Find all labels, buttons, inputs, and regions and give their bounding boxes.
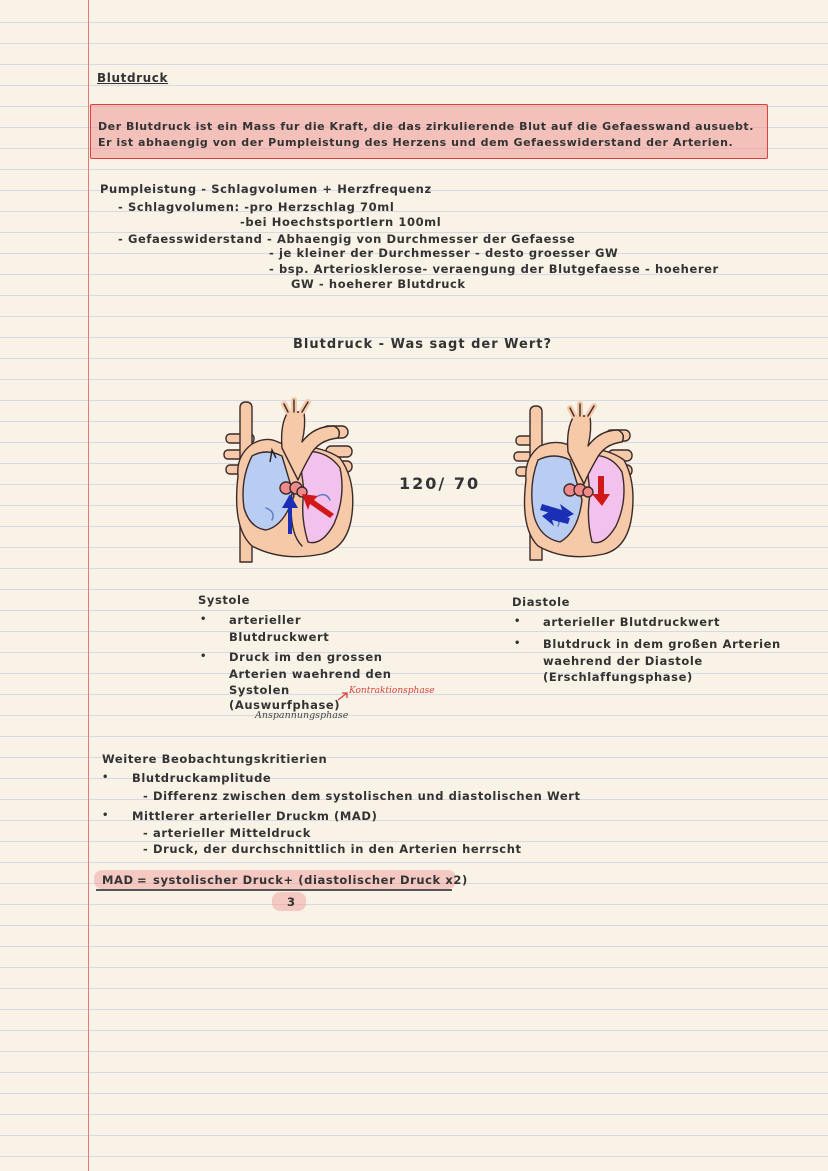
diastole-item-2-line-3: (Erschlaffungsphase) (543, 670, 693, 684)
systole-item-1-line-1: arterieller (229, 613, 302, 627)
margin-line (88, 0, 89, 1171)
systole-item-1-line-2: Blutdruckwert (229, 630, 330, 644)
further-item-1-sub: - Differenz zwischen dem systolischen und diastolischen Wert (143, 789, 581, 803)
systole-note-contraction: Kontraktionsphase (349, 686, 435, 696)
diastole-heading: Diastole (512, 595, 571, 609)
systole-item-2-line-1: Druck im den grossen (229, 650, 383, 664)
systole-item-2-line-2: Arterien waehrend den (229, 667, 392, 681)
blood-pressure-value: 120/ 70 (399, 474, 481, 493)
heart-systole-illustration (222, 396, 356, 564)
formula-numerator: systolischer Druck+ (diastolischer Druck x2) (153, 873, 468, 887)
systole-item-2-line-4: (Auswurfphase) (229, 698, 341, 712)
fraction-line (96, 889, 452, 891)
systole-item-2-line-3: Systolen (229, 683, 290, 697)
heart-diastole-illustration (512, 400, 636, 564)
page-title: Blutdruck (97, 71, 169, 85)
pump-line-3: -bei Hoechstsportlern 100ml (240, 215, 442, 229)
bullet-marker: • (200, 614, 207, 625)
definition-line-2: Er ist abhaengig von der Pumpleistung des Herzens und dem Gefaesswiderstand der Arterien. (98, 136, 734, 149)
formula-denominator: 3 (287, 895, 296, 909)
pump-line-2: - Schlagvolumen: -pro Herzschlag 70ml (118, 200, 395, 214)
bullet-marker: • (102, 810, 109, 821)
bullet-marker: • (514, 616, 521, 627)
further-item-1: Blutdruckamplitude (132, 771, 272, 785)
pump-line-7: GW - hoeherer Blutdruck (291, 277, 466, 291)
section-heading: Blutdruck - Was sagt der Wert? (293, 337, 552, 352)
diastole-item-1: arterieller Blutdruckwert (543, 615, 721, 629)
further-item-2-sub-1: - arterieller Mitteldruck (143, 826, 311, 840)
pump-line-4: - Gefaesswiderstand - Abhaengig von Durchmesser der Gefaesse (118, 232, 576, 246)
further-heading: Weitere Beobachtungskritierien (102, 752, 328, 766)
diastole-item-2-line-1: Blutdruck in dem großen Arterien (543, 637, 781, 651)
bullet-marker: • (102, 772, 109, 783)
pump-line-1: Pumpleistung - Schlagvolumen + Herzfrequenz (100, 182, 432, 196)
bullet-marker: • (200, 651, 207, 662)
systole-heading: Systole (198, 593, 250, 607)
bullet-marker: • (514, 638, 521, 649)
further-item-2: Mittlerer arterieller Druckm (MAD) (132, 809, 378, 823)
pump-line-6: - bsp. Arteriosklerose- veraengung der Blutgefaesse - hoeherer (269, 262, 719, 276)
diastole-item-2-line-2: waehrend der Diastole (543, 654, 703, 668)
further-item-2-sub-2: - Druck, der durchschnittlich in den Arterien herrscht (143, 842, 522, 856)
pump-line-5: - je kleiner der Durchmesser - desto groesser GW (269, 246, 619, 260)
systole-note-tension: Anspannungsphase (255, 710, 349, 721)
definition-line-1: Der Blutdruck ist ein Mass fur die Kraft, die das zirkulierende Blut auf die Gefaesswand ausuebt. (98, 120, 754, 133)
formula-equals: = (137, 873, 148, 887)
annotation-arrow-icon (336, 690, 350, 702)
formula-lhs: MAD (102, 873, 134, 887)
